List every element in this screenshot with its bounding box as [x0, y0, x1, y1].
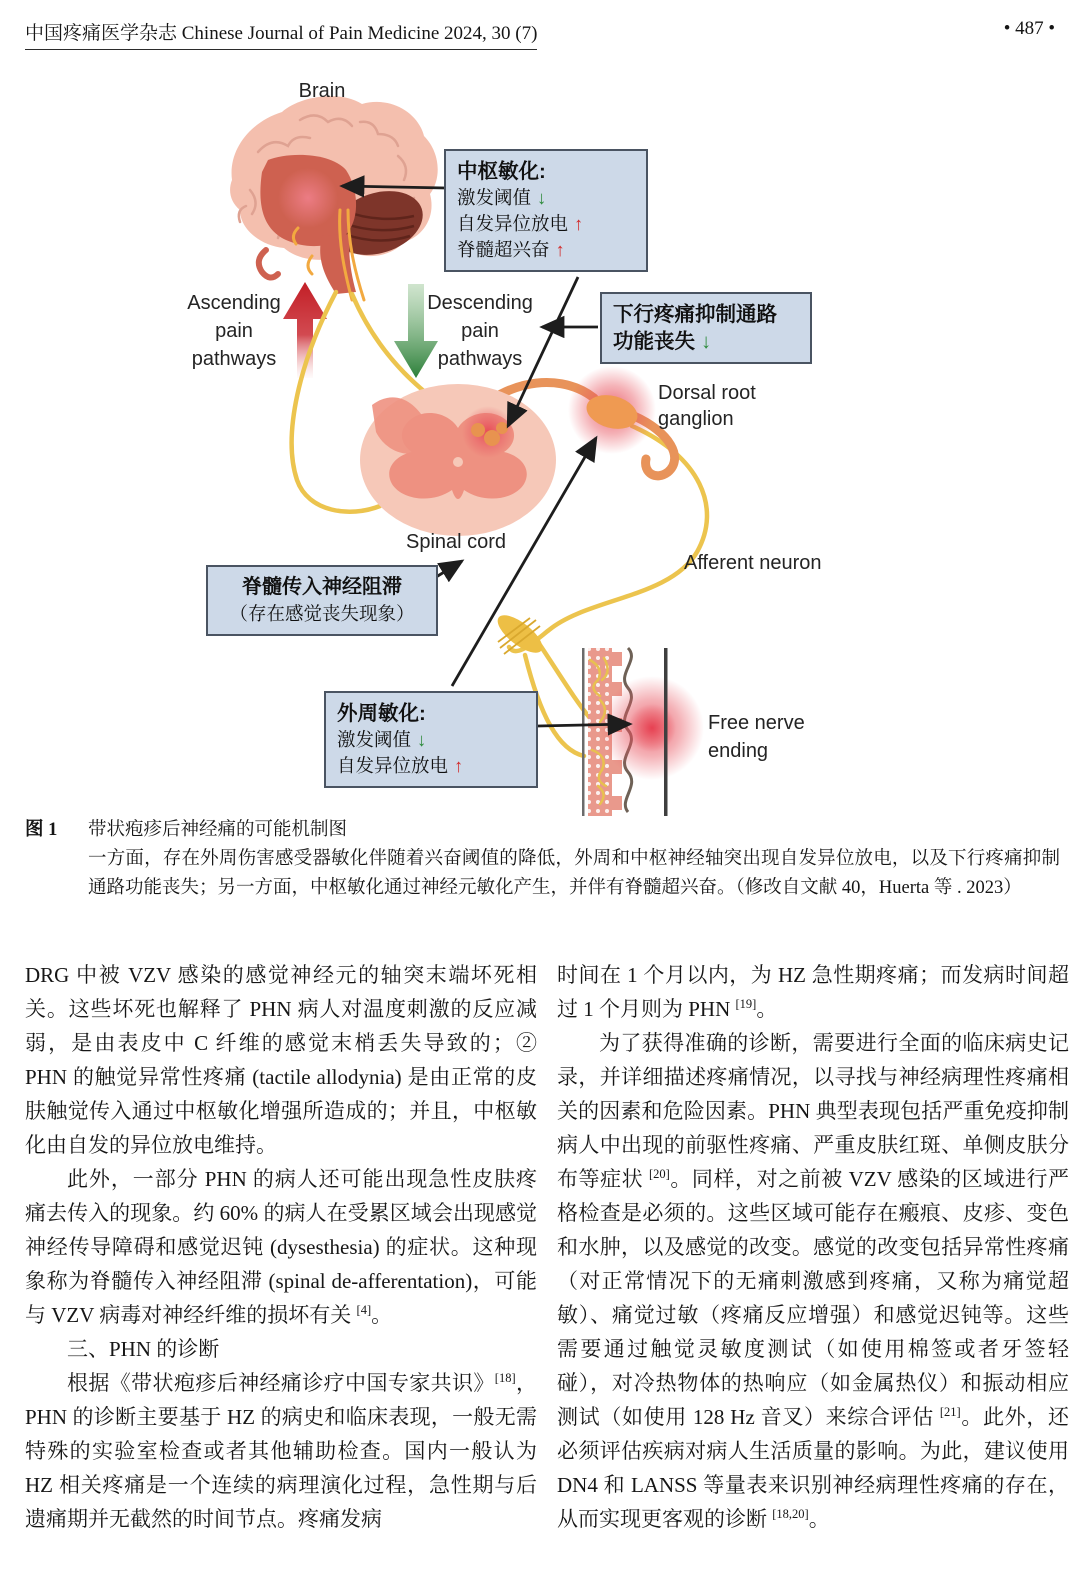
- spinal-cord-label: Spinal cord: [406, 531, 507, 553]
- callout-spinal-deafferentation: [206, 565, 438, 636]
- body-paragraph: [557, 1026, 1069, 1536]
- callout-row: 激发阈值 ↓: [337, 729, 427, 750]
- decrease-arrow-glyph: ↓: [537, 187, 547, 208]
- decrease-arrow-glyph: ↓: [701, 330, 712, 353]
- paragraph-text: 时间在 1 个月以内，为 HZ 急性期疼痛；而发病时间超过 1 个月则为 PHN: [557, 963, 1069, 1021]
- brain-illustration: [230, 96, 438, 300]
- decrease-arrow-glyph: ↓: [417, 729, 427, 750]
- reference-superscript: [18]: [494, 1371, 516, 1385]
- body-paragraph: [25, 1162, 537, 1332]
- paragraph-text: 。: [808, 1507, 830, 1531]
- paragraph-text: 。: [756, 997, 778, 1021]
- callout-row: 脊髓超兴奋 ↑: [457, 239, 565, 260]
- ascending-pathways-label: Ascending pain pathways: [187, 292, 281, 370]
- callout-peripheral-sensitization: [324, 691, 538, 788]
- body-paragraph: [557, 958, 1069, 1026]
- paragraph-text: 三、PHN 的诊断: [67, 1337, 220, 1361]
- figure-caption-tag: 图 1: [25, 820, 58, 840]
- paragraph-text: ，PHN 的诊断主要基于 HZ 的病史和临床表现，一般无需特殊的实验室检查或者其他辅助检查。国内一般认为 HZ 相关疼痛是一个连续的病理演化过程，急性期与后遗痛期并无截然的时间节点。疼痛发病: [25, 1371, 537, 1531]
- reference-superscript: [18,20]: [772, 1507, 809, 1521]
- callout-title: 外周敏化:: [337, 702, 426, 725]
- paragraph-text: 。: [371, 1303, 393, 1327]
- brain-label: Brain: [298, 80, 346, 102]
- journal-title: 中国疼痛医学杂志 Chinese Journal of Pain Medicine 2024, 30 (7): [25, 18, 537, 50]
- increase-arrow-glyph: ↑: [555, 239, 565, 260]
- callout-line: 功能丧失 ↓: [613, 330, 712, 353]
- callout-subtitle: （存在感觉丧失现象）: [229, 603, 415, 624]
- callout-row: 自发异位放电 ↑: [457, 213, 584, 234]
- callout-title: 脊髓传入神经阻滞: [242, 576, 402, 598]
- callout-line: 下行疼痛抑制通路: [613, 303, 777, 326]
- reference-superscript: [4]: [356, 1303, 372, 1317]
- paragraph-text: 此外，一部分 PHN 的病人还可能出现急性皮肤疼痛去传入的现象。约 60% 的病人在受累区域会出现感觉神经传导障碍和感觉迟钝 (dysesthesia) 的症状。这种现象称为脊髓传入神经阻滞 (spinal de-afferentation)，可能与 VZV 病毒对神经纤维的损坏有关: [25, 1167, 537, 1327]
- dorsal-root-ganglion-illustration: [568, 366, 656, 454]
- body-paragraph: [25, 1366, 537, 1536]
- body-column-left: [25, 958, 537, 1536]
- paragraph-text: DRG 中被 VZV 感染的感觉神经元的轴突末端坏死相关。这些坏死也解释了 PHN 病人对温度刺激的反应减弱，是由表皮中 C 纤维的感觉末梢丢失导致的；② PHN 的触觉异常性疼痛 (tactile allodynia) 是由正常的皮肤触觉传入通过中枢敏化增强所造成的；并且，中枢敏化由自发的异位放电维持。: [25, 963, 537, 1157]
- skin-illustration: [582, 648, 704, 816]
- paragraph-text: 为了获得准确的诊断，需要进行全面的临床病史记录，并详细描述疼痛情况，以寻找与神经病理性疼痛相关的因素和危险因素。PHN 典型表现包括严重免疫抑制病人中出现的前驱性疼痛、严重皮肤红斑、单侧皮肤分布等症状: [557, 1031, 1069, 1191]
- reference-superscript: [21]: [939, 1405, 961, 1419]
- page-number: • 487 •: [1003, 18, 1055, 39]
- figure-caption: [25, 816, 1060, 903]
- figure-1-mechanism-diagram: [0, 60, 1080, 820]
- afferent-neuron-label: Afferent neuron: [684, 552, 822, 574]
- increase-arrow-glyph: ↑: [574, 213, 584, 234]
- free-nerve-ending-label: Free nerve ending: [708, 712, 805, 762]
- dorsal-root-ganglion-label: Dorsal root ganglion: [658, 382, 756, 430]
- body-paragraph: [25, 1332, 537, 1366]
- paragraph-text: 。同样，对之前被 VZV 感染的区域进行严格检查是必须的。这些区域可能存在瘢痕、皮疹、变色和水肿，以及感觉的改变。感觉的改变包括异常性疼痛（对正常情况下的无痛刺激感到疼痛，又称为痛觉超敏）、痛觉过敏（疼痛反应增强）和感觉迟钝等。这些需要通过触觉灵敏度测试（如使用棉签或者牙签轻碰），对冷热物体的热响应（如金属热仪）和振动相应测试（如使用 128 Hz 音叉）来综合评估: [557, 1167, 1069, 1429]
- spinal-cord-illustration: [360, 384, 556, 536]
- body-paragraph: [25, 958, 537, 1162]
- callout-descending-pathway-loss: [600, 292, 812, 364]
- callout-row: 激发阈值 ↓: [457, 187, 547, 208]
- reference-superscript: [20]: [649, 1167, 670, 1181]
- callout-row: 自发异位放电 ↑: [337, 755, 464, 776]
- paragraph-text: 。此外，还必须评估疾病对病人生活质量的影响。为此，建议使用 DN4 和 LANSS 等量表来识别神经病理性疼痛的存在，从而实现更客观的诊断: [557, 1405, 1069, 1531]
- body-column-right: [557, 958, 1069, 1536]
- paragraph-text: 根据《带状疱疹后神经痛诊疗中国专家共识》: [67, 1371, 495, 1395]
- callout-title: 中枢敏化:: [457, 160, 546, 183]
- figure-caption-description: 一方面，存在外周伤害感受器敏化伴随着兴奋阈值的降低，外周和中枢神经轴突出现自发异位放电，以及下行疼痛抑制通路功能丧失；另一方面，中枢敏化通过神经元敏化产生，并伴有脊髓超兴奋。（修改自文献 40，Huerta 等 . 2023）: [88, 849, 1060, 898]
- figure-caption-title: 带状疱疹后神经痛的可能机制图: [88, 820, 348, 840]
- callout-central-sensitization: [444, 149, 648, 272]
- descending-pathways-label: Descending pain pathways: [427, 292, 533, 370]
- page-header: [25, 18, 1055, 50]
- increase-arrow-glyph: ↑: [454, 755, 464, 776]
- reference-superscript: [19]: [735, 997, 757, 1011]
